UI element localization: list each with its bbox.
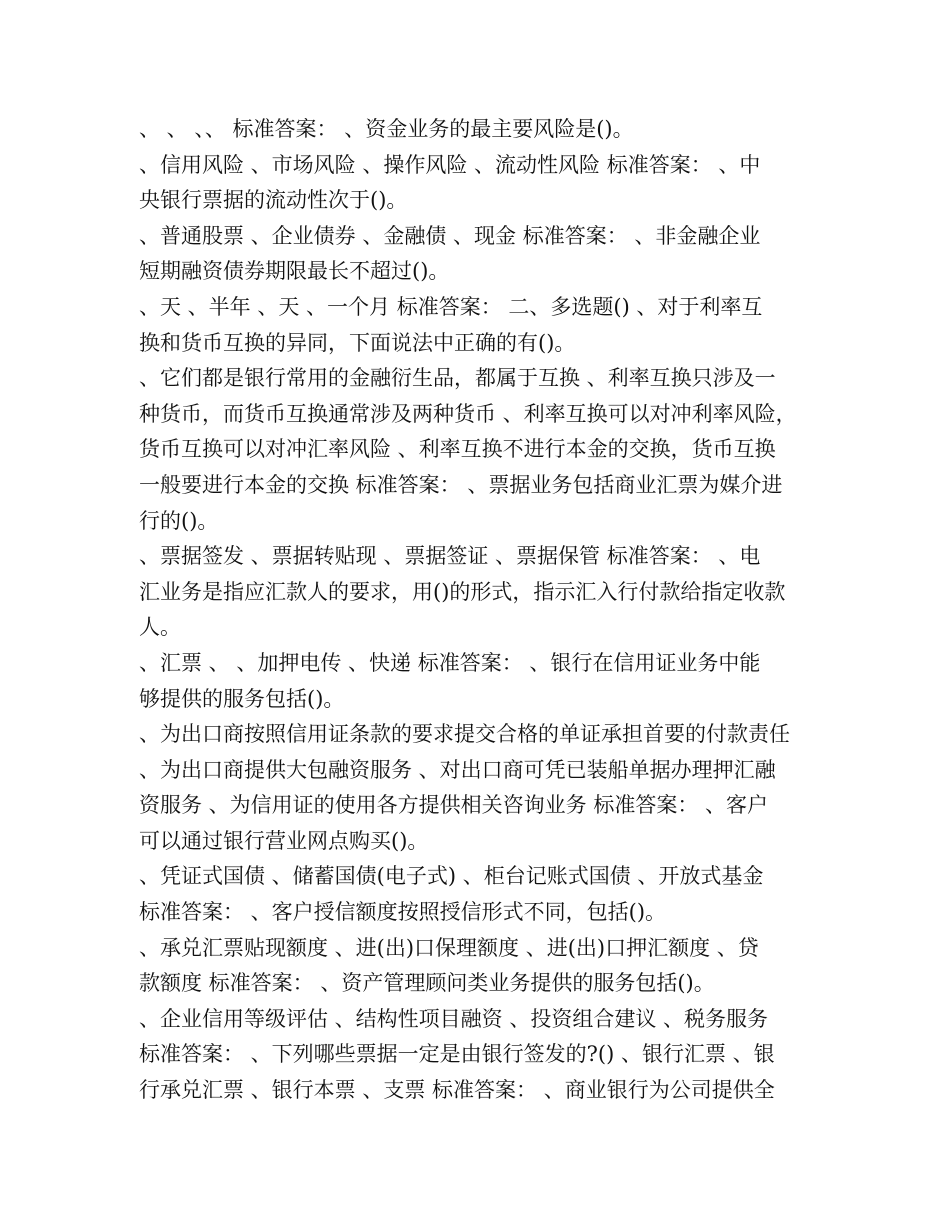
text-line: 资服务 、为信用证的使用各方提供相关咨询业务 标准答案： 、客户 [139, 793, 769, 818]
text-line: 、为出口商提供大包融资服务 、对出口商可凭已装船单据办理押汇融 [139, 757, 776, 782]
text-line: 央银行票据的流动性次于()。 [139, 188, 408, 213]
text-line: 行的()。 [139, 508, 219, 533]
text-line: 、企业信用等级评估 、结构性项目融资 、投资组合建议 、税务服务 [139, 1006, 769, 1031]
text-line: 行承兑汇票 、银行本票 、支票 标准答案： 、商业银行为公司提供全 [139, 1078, 775, 1103]
text-line: 、它们都是银行常用的金融衍生品，都属于互换 、利率互换只涉及一 [139, 366, 776, 391]
text-line: 短期融资债券期限最长不超过()。 [139, 259, 450, 284]
text-line: 、承兑汇票贴现额度 、进(出)口保理额度 、进(出)口押汇额度 、贷 [139, 935, 759, 960]
text-line: 款额度 标准答案： 、资产管理顾问类业务提供的服务包括()。 [139, 971, 715, 996]
text-line: 货币互换可以对冲汇率风险 、利率互换不进行本金的交换，货币互换 [139, 437, 776, 462]
text-line: 标准答案： 、客户授信额度按照授信形式不同，包括()。 [139, 900, 667, 925]
text-line: 一般要进行本金的交换 标准答案： 、票据业务包括商业汇票为媒介进 [139, 472, 783, 497]
text-line: 够提供的服务包括()。 [139, 686, 345, 711]
text-line: 、天 、半年 、天 、一个月 标准答案： 二、多选题() 、对于利率互 [139, 294, 763, 319]
text-line: 、普通股票 、企业债券 、金融债 、现金 标准答案： 、非金融企业 [139, 223, 761, 248]
text-line: 、票据签发 、票据转贴现 、票据签证 、票据保管 标准答案： 、电 [139, 544, 761, 569]
text-line: 、信用风险 、市场风险 、操作风险 、流动性风险 标准答案： 、中 [139, 152, 761, 177]
text-line: 、为出口商按照信用证条款的要求提交合格的单证承担首要的付款责任 [139, 722, 790, 747]
text-line: 人。 [139, 615, 181, 640]
text-line: 换和货币互换的异同，下面说法中正确的有()。 [139, 330, 576, 355]
text-line: 、汇票 、 、加押电传 、快递 标准答案： 、银行在信用证业务中能 [139, 650, 761, 675]
text-line: 汇业务是指应汇款人的要求，用()的形式，指示汇入行付款给指定收款 [139, 579, 786, 604]
text-line: 可以通过银行营业网点购买()。 [139, 828, 429, 853]
text-line: 、凭证式国债 、储蓄国债(电子式) 、柜台记账式国债 、开放式基金 [139, 864, 764, 889]
text-line: 标准答案： 、下列哪些票据一定是由银行签发的?() 、银行汇票 、银 [139, 1042, 775, 1067]
document-body [139, 112, 819, 1109]
text-line: 种货币，而货币互换通常涉及两种货币 、利率互换可以对冲利率风险， [139, 401, 797, 426]
text-line: 、 、 、、 标准答案： 、资金业务的最主要风险是()。 [139, 117, 634, 141]
